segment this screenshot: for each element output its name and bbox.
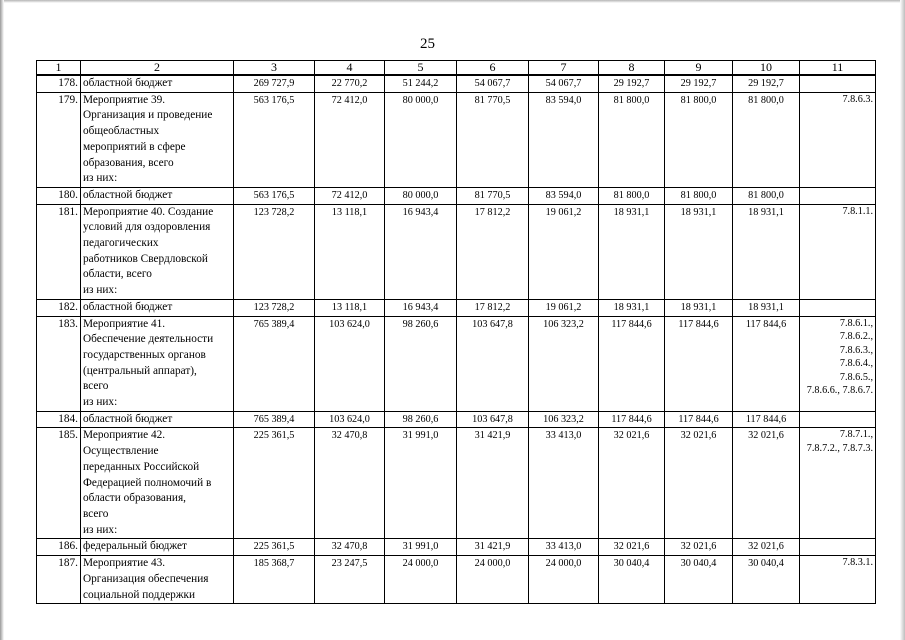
value-cell: 83 594,0 [529,92,599,187]
column-header: 7 [529,61,599,76]
row-number: 181. [37,204,81,299]
row-name: областной бюджет [81,187,234,204]
value-cell: 29 192,7 [599,75,665,92]
table-row [37,75,876,92]
value-cell: 765 389,4 [234,316,315,411]
row-number: 182. [37,299,81,316]
value-cell: 106 323,2 [529,316,599,411]
row-number: 178. [37,75,81,92]
value-cell: 18 931,1 [665,204,733,299]
value-cell: 117 844,6 [665,316,733,411]
table-row [37,187,876,204]
table-header-row [37,61,876,76]
value-cell: 32 021,6 [665,428,733,539]
value-cell: 117 844,6 [733,316,800,411]
value-cell: 31 991,0 [385,428,457,539]
value-cell: 51 244,2 [385,75,457,92]
value-cell: 30 040,4 [733,556,800,604]
value-cell: 81 770,5 [457,187,529,204]
value-cell: 31 421,9 [457,428,529,539]
value-cell: 32 470,8 [315,428,385,539]
value-cell: 225 361,5 [234,539,315,556]
column-header: 4 [315,61,385,76]
page-number: 25 [420,36,435,52]
value-cell: 80 000,0 [385,92,457,187]
value-cell: 19 061,2 [529,299,599,316]
target-code [800,187,876,204]
value-cell: 16 943,4 [385,299,457,316]
value-cell: 98 260,6 [385,411,457,428]
row-number: 185. [37,428,81,539]
value-cell: 81 770,5 [457,92,529,187]
row-name: Мероприятие 43. Организация обеспечения социальной поддержки [81,556,234,604]
target-code: 7.8.7.1., 7.8.7.2., 7.8.7.3. [800,428,876,539]
table-row [37,539,876,556]
column-header: 2 [81,61,234,76]
value-cell: 33 413,0 [529,428,599,539]
row-number: 186. [37,539,81,556]
column-header: 9 [665,61,733,76]
value-cell: 33 413,0 [529,539,599,556]
table-row [37,556,876,604]
value-cell: 123 728,2 [234,299,315,316]
column-header: 8 [599,61,665,76]
budget-table [36,60,876,604]
column-header: 11 [800,61,876,76]
column-header: 1 [37,61,81,76]
value-cell: 123 728,2 [234,204,315,299]
row-name: федеральный бюджет [81,539,234,556]
target-code [800,539,876,556]
value-cell: 83 594,0 [529,187,599,204]
row-name: областной бюджет [81,299,234,316]
value-cell: 29 192,7 [665,75,733,92]
value-cell: 24 000,0 [529,556,599,604]
table-row [37,428,876,539]
value-cell: 117 844,6 [733,411,800,428]
value-cell: 22 770,2 [315,75,385,92]
value-cell: 103 647,8 [457,411,529,428]
value-cell: 81 800,0 [733,92,800,187]
table-row [37,411,876,428]
target-code [800,299,876,316]
value-cell: 18 931,1 [733,204,800,299]
value-cell: 18 931,1 [599,204,665,299]
value-cell: 185 368,7 [234,556,315,604]
value-cell: 563 176,5 [234,187,315,204]
target-code [800,411,876,428]
table-row [37,204,876,299]
value-cell: 563 176,5 [234,92,315,187]
table-row [37,299,876,316]
value-cell: 30 040,4 [665,556,733,604]
value-cell: 17 812,2 [457,299,529,316]
value-cell: 18 931,1 [733,299,800,316]
value-cell: 103 624,0 [315,316,385,411]
value-cell: 31 991,0 [385,539,457,556]
value-cell: 19 061,2 [529,204,599,299]
row-name: областной бюджет [81,75,234,92]
value-cell: 13 118,1 [315,299,385,316]
value-cell: 81 800,0 [665,92,733,187]
row-number: 183. [37,316,81,411]
value-cell: 54 067,7 [457,75,529,92]
row-name: Мероприятие 41. Обеспечение деятельности государственных органов (центральный аппарат), всего из них: [81,316,234,411]
column-header: 3 [234,61,315,76]
row-name: Мероприятие 40. Создание условий для оздоровления педагогических работников Свердловской области, всего из них: [81,204,234,299]
column-header: 10 [733,61,800,76]
value-cell: 98 260,6 [385,316,457,411]
row-number: 184. [37,411,81,428]
value-cell: 16 943,4 [385,204,457,299]
value-cell: 103 624,0 [315,411,385,428]
value-cell: 765 389,4 [234,411,315,428]
value-cell: 32 021,6 [665,539,733,556]
value-cell: 32 021,6 [733,539,800,556]
value-cell: 54 067,7 [529,75,599,92]
target-code [800,75,876,92]
value-cell: 24 000,0 [385,556,457,604]
row-number: 187. [37,556,81,604]
value-cell: 72 412,0 [315,187,385,204]
table-row [37,92,876,187]
value-cell: 225 361,5 [234,428,315,539]
target-code: 7.8.1.1. [800,204,876,299]
value-cell: 106 323,2 [529,411,599,428]
value-cell: 103 647,8 [457,316,529,411]
target-code: 7.8.6.1., 7.8.6.2., 7.8.6.3., 7.8.6.4., 7.8.6.5., 7.8.6.6., 7.8.6.7. [800,316,876,411]
value-cell: 31 421,9 [457,539,529,556]
table-row [37,316,876,411]
value-cell: 117 844,6 [665,411,733,428]
target-code: 7.8.6.3. [800,92,876,187]
column-header: 5 [385,61,457,76]
value-cell: 23 247,5 [315,556,385,604]
value-cell: 81 800,0 [733,187,800,204]
value-cell: 269 727,9 [234,75,315,92]
value-cell: 30 040,4 [599,556,665,604]
value-cell: 24 000,0 [457,556,529,604]
value-cell: 13 118,1 [315,204,385,299]
value-cell: 81 800,0 [599,187,665,204]
value-cell: 32 021,6 [599,428,665,539]
value-cell: 117 844,6 [599,316,665,411]
value-cell: 32 021,6 [599,539,665,556]
page-shadow-top [0,0,905,3]
row-name: Мероприятие 42. Осуществление переданных Российской Федерацией полномочий в области образования, всего из них: [81,428,234,539]
value-cell: 81 800,0 [665,187,733,204]
value-cell: 72 412,0 [315,92,385,187]
value-cell: 32 470,8 [315,539,385,556]
value-cell: 80 000,0 [385,187,457,204]
row-name: Мероприятие 39. Организация и проведение общеобластных мероприятий в сфере образования, всего из них: [81,92,234,187]
value-cell: 81 800,0 [599,92,665,187]
column-header: 6 [457,61,529,76]
value-cell: 17 812,2 [457,204,529,299]
page-shadow-left [0,0,4,640]
row-number: 180. [37,187,81,204]
value-cell: 32 021,6 [733,428,800,539]
value-cell: 29 192,7 [733,75,800,92]
row-number: 179. [37,92,81,187]
row-name: областной бюджет [81,411,234,428]
value-cell: 18 931,1 [599,299,665,316]
page-shadow-right [900,0,905,640]
value-cell: 18 931,1 [665,299,733,316]
target-code: 7.8.3.1. [800,556,876,604]
value-cell: 117 844,6 [599,411,665,428]
